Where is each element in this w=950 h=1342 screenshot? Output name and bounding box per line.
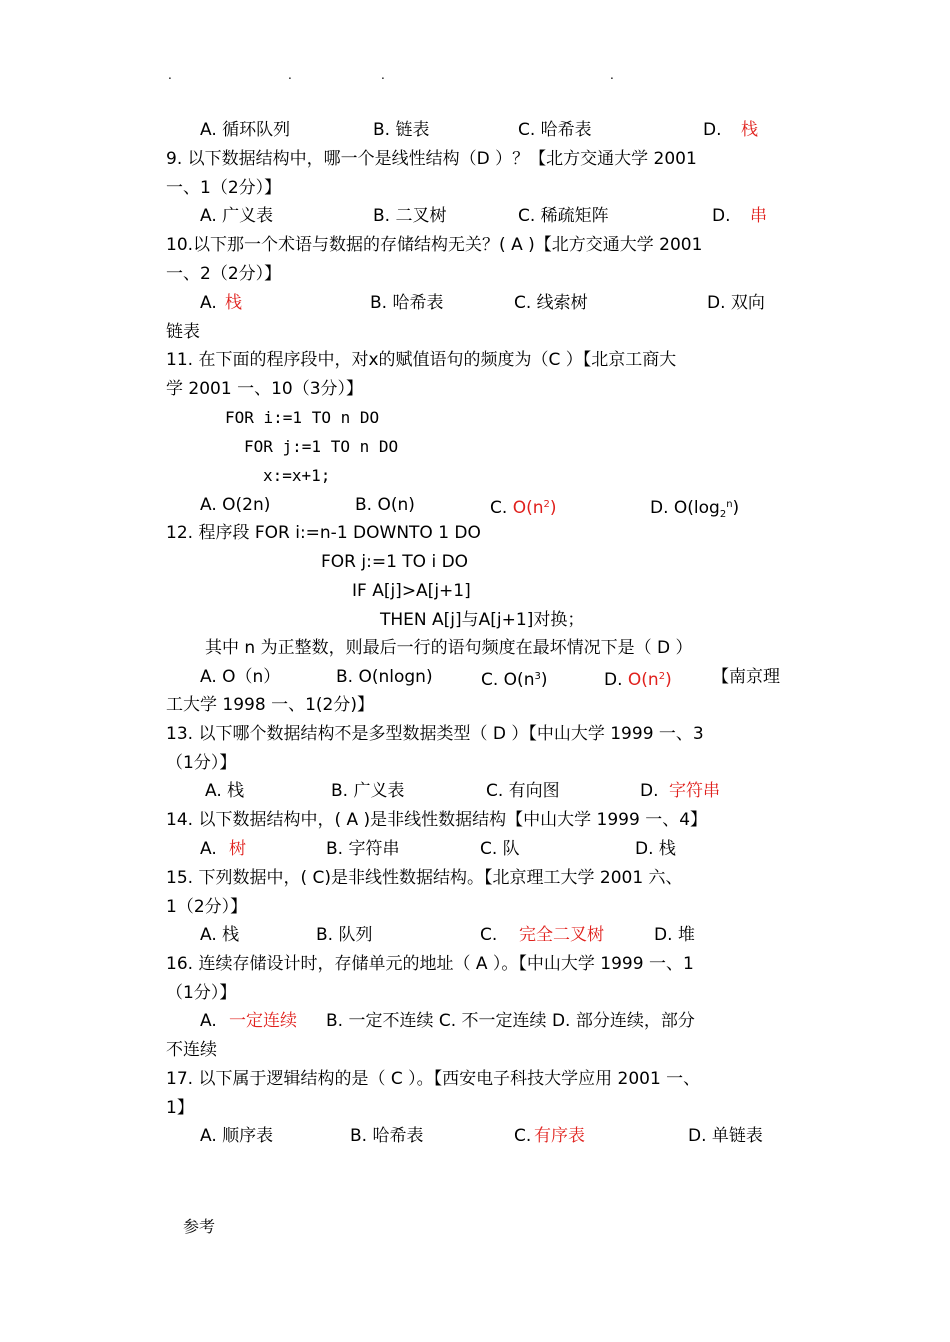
footer-label: 参考 — [183, 1217, 216, 1236]
text-line: 12. 程序段 FOR i:=n-1 DOWNTO 1 DO — [166, 523, 481, 543]
q11-d-sub: 2 — [719, 509, 727, 520]
q11-option-c — [490, 494, 557, 519]
header-dot: . — [168, 68, 172, 82]
q11-d-text: D. O(log — [650, 498, 720, 518]
text-line: 13. 以下哪个数据结构不是多型数据类型（ D ）【中山大学 1999 一、3 — [166, 724, 704, 744]
text-line: D. — [640, 781, 659, 801]
text-line: B. 字符串 — [326, 839, 400, 859]
q11-d-n: n — [726, 499, 733, 510]
q11-d-post: ) — [732, 498, 740, 518]
text-line: D. 单链表 — [688, 1126, 763, 1146]
text-line: B. 链表 — [373, 120, 430, 140]
q12-option-d — [604, 666, 672, 691]
text-line: D. 双向 — [707, 293, 765, 313]
text-line: C. 稀疏矩阵 — [518, 206, 609, 226]
text-line: 链表 — [166, 322, 200, 342]
answer-text: 栈 — [741, 120, 758, 140]
text-line: B. 二叉树 — [373, 206, 447, 226]
answer-text: 字符串 — [669, 781, 720, 801]
text-line: 一、1（2分）】 — [166, 178, 282, 198]
text-line: A. 栈 — [200, 925, 240, 945]
q11-option-b: B. O(n) — [355, 495, 415, 515]
text-line: A. — [200, 1011, 217, 1031]
text-line: FOR i:=1 TO n DO — [225, 408, 380, 427]
q11-option-c-label: C. — [490, 498, 508, 518]
text-line: IF A[j]>A[j+1] — [352, 581, 471, 601]
text-line: C. 哈希表 — [518, 120, 592, 140]
q11-c-text: O(n — [512, 498, 544, 518]
text-line: A. — [200, 293, 217, 313]
q12-c-post: ) — [540, 670, 548, 690]
text-line: 9. 以下数据结构中，哪一个是线性结构（D ）？【北方交通大学 2001 — [166, 149, 697, 169]
text-line: C. — [480, 925, 498, 945]
answer-text: 一定连续 — [229, 1011, 297, 1031]
text-line: 1】 — [166, 1098, 194, 1118]
text-line: D. 栈 — [635, 839, 676, 859]
text-line: 11. 在下面的程序段中，对x的赋值语句的频度为（C ）【北京工商大 — [166, 350, 677, 370]
text-line: A. 栈 — [205, 781, 245, 801]
q12-d-post: ) — [665, 670, 672, 690]
text-line: 不连续 — [166, 1040, 217, 1060]
q12-d-sup: 2 — [658, 671, 666, 682]
q11-option-d — [650, 494, 739, 526]
text-line: 1（2分）】 — [166, 897, 248, 917]
q12-c-sup: 3 — [534, 671, 541, 682]
text-line: B. 一定不连续 C. 不一定连续 D. 部分连续，部分 — [326, 1011, 695, 1031]
text-line: D. — [712, 206, 731, 226]
q12-c-text: C. O(n — [481, 670, 535, 690]
header-dot: . — [610, 68, 614, 82]
text-line: FOR j:=1 TO i DO — [321, 552, 469, 572]
text-line: A. 广义表 — [200, 206, 274, 226]
text-line: 17. 以下属于逻辑结构的是（ C ）。【西安电子科技大学应用 2001 一、 — [166, 1069, 701, 1089]
answer-text: 栈 — [225, 293, 242, 313]
text-line: 15. 下列数据中，( C)是非线性数据结构。【北京理工大学 2001 六、 — [166, 868, 683, 888]
text-line: D. — [703, 120, 722, 140]
answer-text: 有序表 — [534, 1126, 585, 1146]
text-line: B. 哈希表 — [370, 293, 444, 313]
text-line: C. 线索树 — [514, 293, 588, 313]
answer-text: 串 — [750, 206, 767, 226]
text-line: A. 循环队列 — [200, 120, 291, 140]
text-line: 16. 连续存储设计时，存储单元的地址（ A ）。【中山大学 1999 一、1 — [166, 954, 694, 974]
q12-option-b: B. O(nlogn) — [336, 667, 433, 687]
q12-option-c — [481, 666, 547, 691]
text-line: FOR j:=1 TO n DO — [244, 437, 399, 456]
text-line: C. — [514, 1126, 532, 1146]
text-line: 其中 n 为正整数，则最后一行的语句频度在最坏情况下是（ D ） — [205, 638, 693, 658]
text-line: A. — [200, 839, 217, 859]
header-dot: . — [288, 68, 292, 82]
text-line: THEN A[j]与A[j+1]对换； — [380, 610, 585, 630]
q12-d-label: D. — [604, 670, 623, 690]
text-line: A. 顺序表 — [200, 1126, 274, 1146]
text-line: x:=x+1; — [263, 466, 331, 485]
text-line: B. 哈希表 — [350, 1126, 424, 1146]
q12-option-d-answer — [628, 670, 672, 690]
q12-option-a: A. O（n） — [200, 667, 281, 687]
q11-c-post: ) — [549, 498, 557, 518]
text-line: 一、2（2分）】 — [166, 264, 282, 284]
text-line: （1分）】 — [166, 983, 237, 1003]
q12-d-text: O(n — [627, 670, 659, 690]
answer-text: 树 — [229, 839, 246, 859]
header-dot: . — [381, 68, 385, 82]
text-line: 学 2001 一、10（3分）】 — [166, 379, 364, 399]
text-line: B. 队列 — [316, 925, 373, 945]
text-line: C. 有向图 — [486, 781, 560, 801]
q11-option-c-answer — [513, 498, 557, 518]
text-line: C. 队 — [480, 839, 520, 859]
text-line: （1分）】 — [166, 753, 237, 773]
text-line: D. 堆 — [654, 925, 695, 945]
text-line: 工大学 1998 一、1(2分)】 — [166, 695, 374, 715]
q11-option-a: A. O(2n) — [200, 495, 271, 515]
text-line: B. 广义表 — [331, 781, 405, 801]
text-line: 10.以下那一个术语与数据的存储结构无关？( A )【北方交通大学 2001 — [166, 235, 703, 255]
q11-c-sup: 2 — [543, 499, 550, 510]
text-line: 14. 以下数据结构中，( A )是非线性数据结构【中山大学 1999 一、4】 — [166, 810, 708, 830]
q12-source: 【南京理 — [712, 667, 780, 687]
answer-text: 完全二叉树 — [519, 925, 604, 945]
